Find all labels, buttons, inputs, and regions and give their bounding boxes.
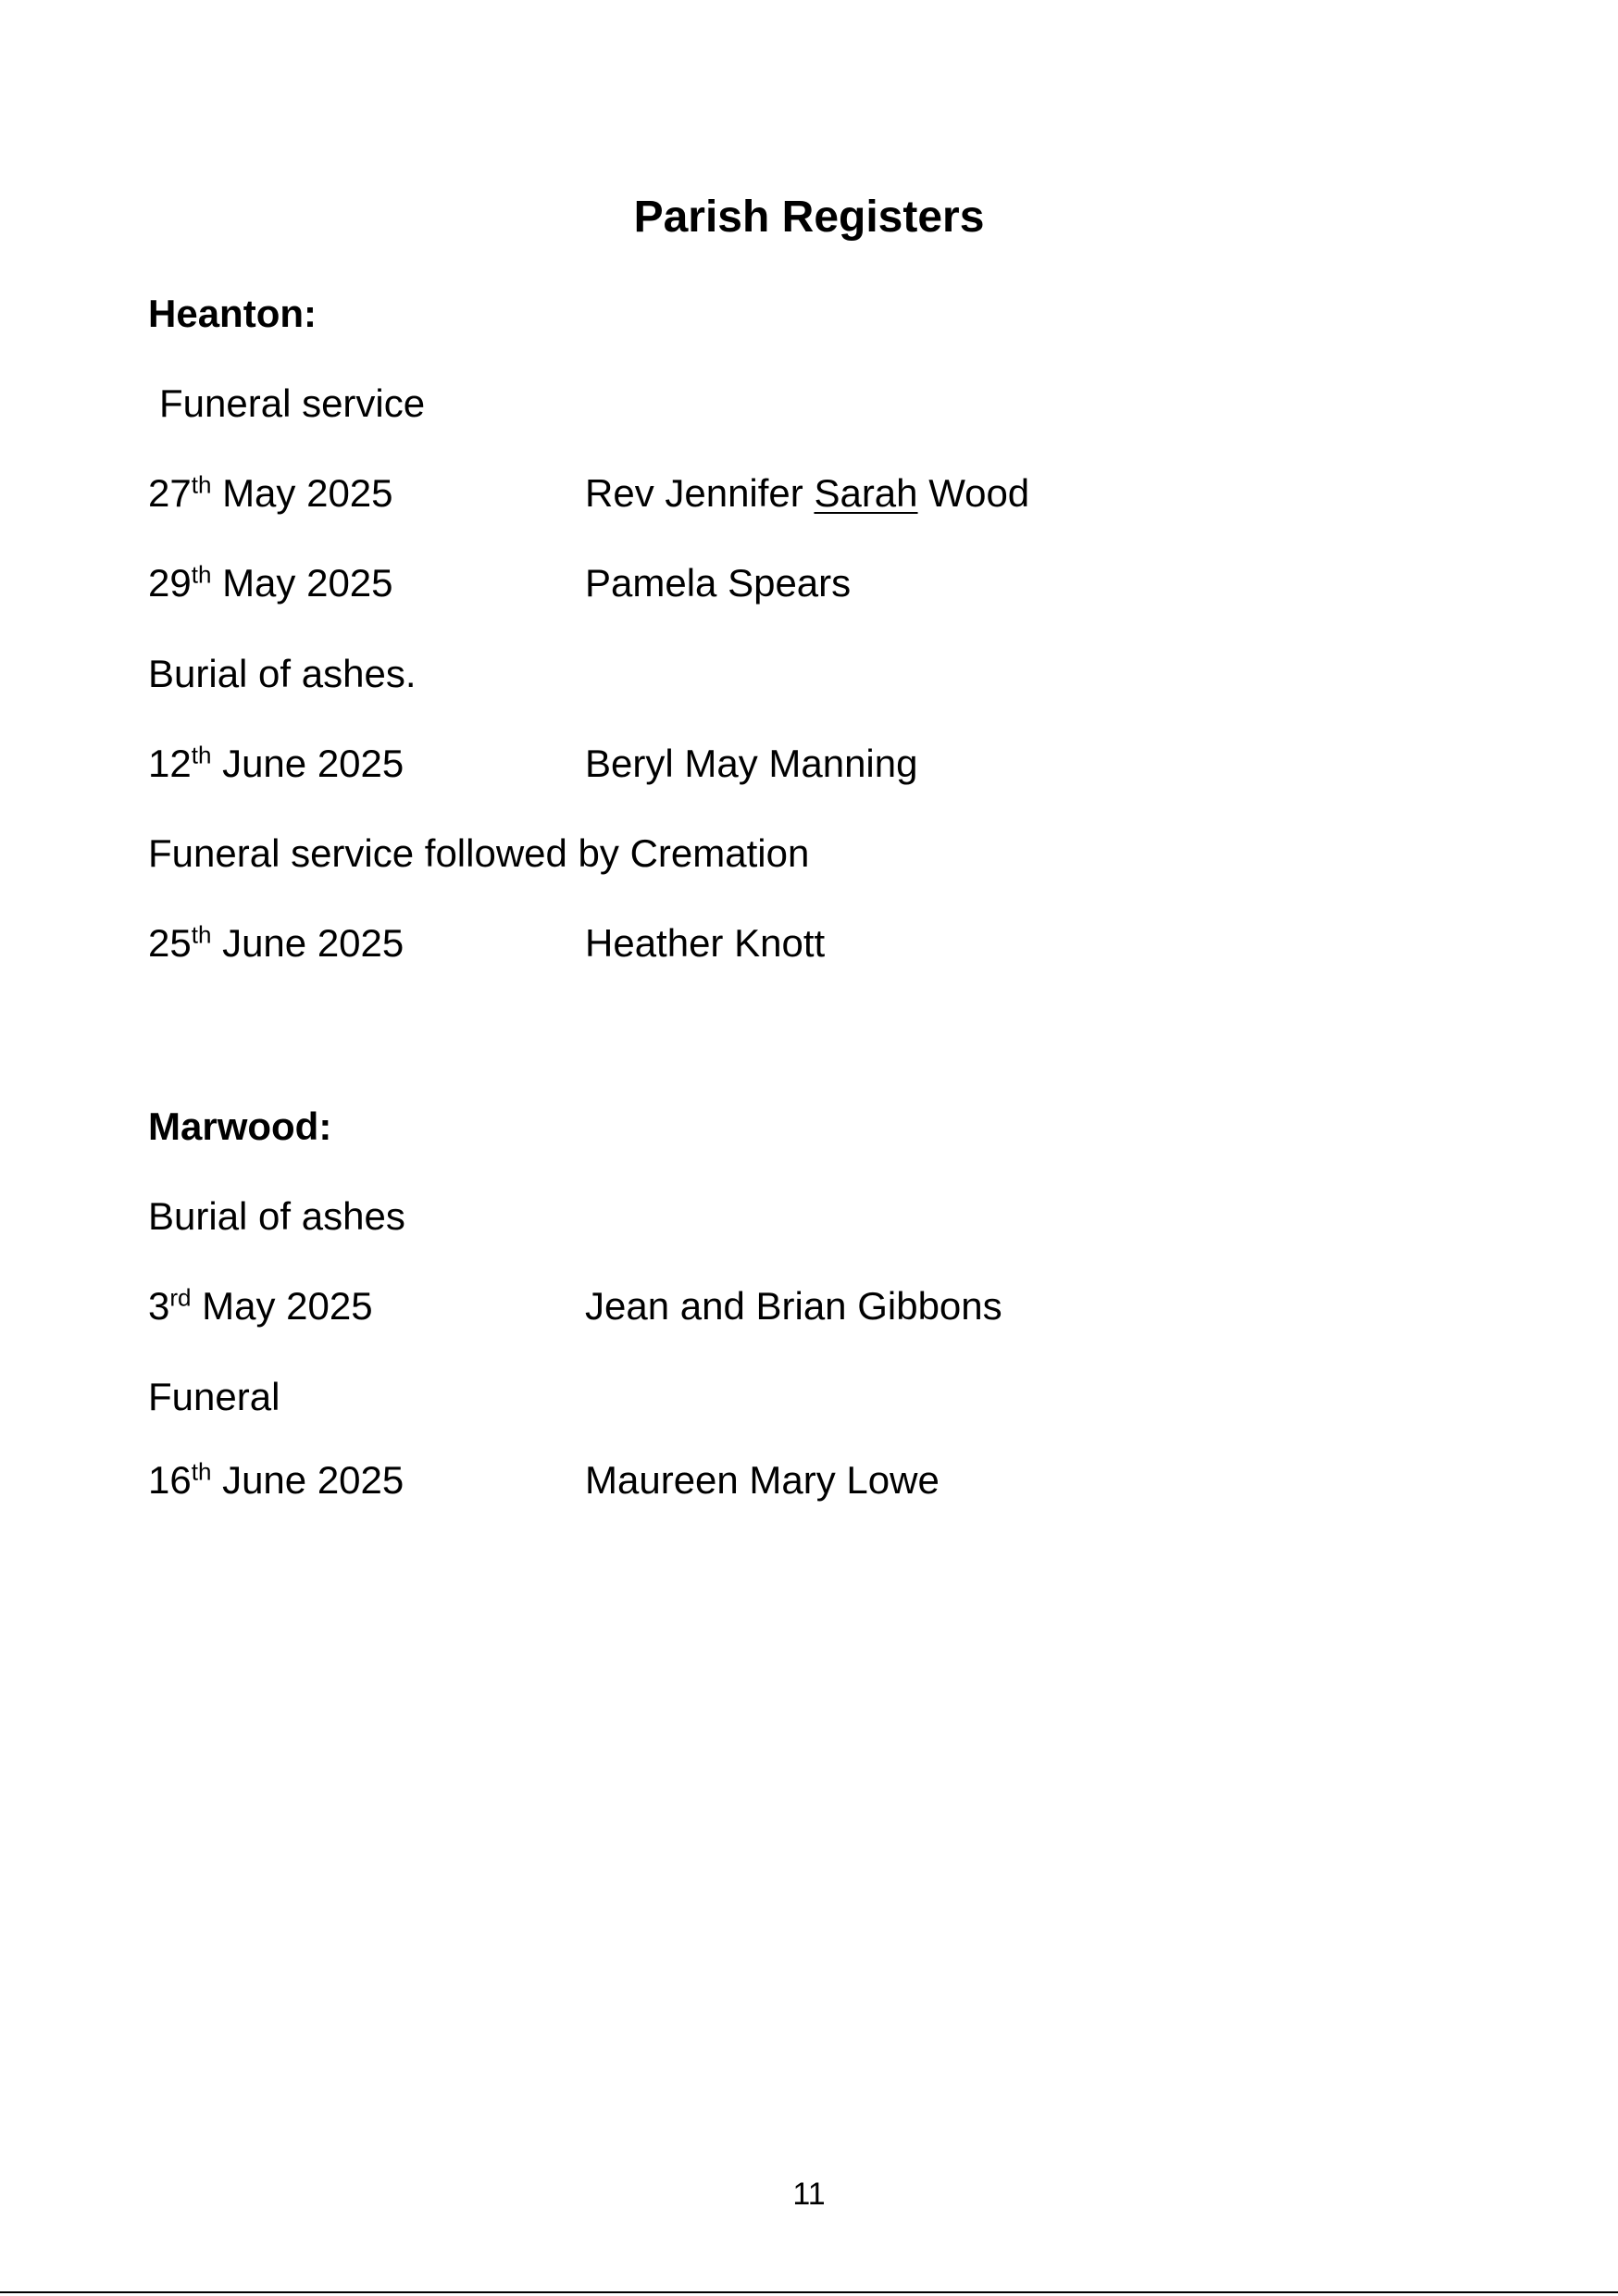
register-date (148, 468, 393, 519)
register-name: Heather Knott (585, 921, 826, 965)
category-label-burial-of-ashes: Burial of ashes. (148, 652, 417, 695)
date-suffix: th (191, 1457, 212, 1486)
date-day: 12 (148, 742, 192, 785)
date-day: 27 (148, 471, 192, 515)
date-suffix: th (191, 560, 212, 589)
date-month-year: June 2025 (211, 921, 404, 965)
category-label-funeral-service: Funeral service (159, 381, 426, 425)
register-name: Pamela Spears (585, 561, 852, 605)
date-day: 29 (148, 561, 192, 605)
date-day: 16 (148, 1458, 192, 1502)
date-suffix: rd (169, 1283, 192, 1312)
name-part: Rev Jennifer (585, 471, 815, 515)
register-name (585, 468, 1029, 519)
register-date (148, 917, 404, 969)
date-day: 25 (148, 921, 192, 965)
section-heading-heanton: Heanton: (148, 292, 317, 335)
page-title: Parish Registers (633, 193, 985, 242)
date-suffix: th (191, 920, 212, 949)
date-month-year: May 2025 (191, 1284, 373, 1328)
category-label-funeral-cremation: Funeral service followed by Cremation (148, 831, 810, 875)
date-month-year: June 2025 (211, 1458, 404, 1502)
register-date (148, 557, 393, 609)
register-name: Beryl May Manning (585, 742, 918, 785)
register-date (148, 738, 404, 790)
register-name: Maureen Mary Lowe (585, 1458, 940, 1502)
bottom-rule (0, 2291, 1618, 2293)
date-suffix: th (191, 741, 212, 769)
section-heading-marwood: Marwood: (148, 1104, 332, 1148)
category-label-funeral: Funeral (148, 1375, 280, 1418)
date-month-year: May 2025 (211, 471, 393, 515)
name-part: Wood (917, 471, 1030, 515)
date-month-year: June 2025 (211, 742, 404, 785)
register-date (148, 1280, 373, 1332)
register-date (148, 1454, 404, 1506)
date-suffix: th (191, 470, 212, 499)
date-day: 3 (148, 1284, 170, 1328)
category-label-burial-of-ashes: Burial of ashes (148, 1194, 405, 1238)
register-name: Jean and Brian Gibbons (585, 1284, 1002, 1328)
name-underlined-part: Sarah (814, 471, 918, 515)
date-month-year: May 2025 (211, 561, 393, 605)
page-number: 11 (792, 2177, 826, 2212)
